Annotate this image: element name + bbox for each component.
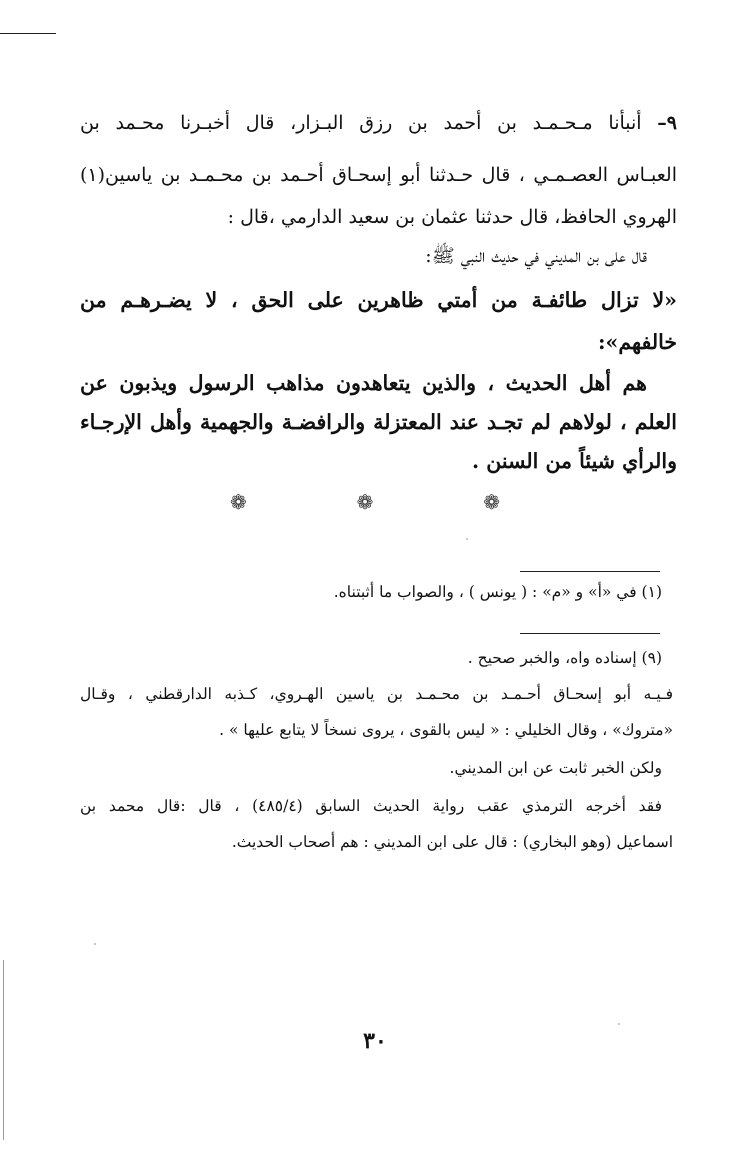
ornament-glyph: ❁: [230, 490, 247, 514]
hadith-line-1: ٩– أنبأنا مـحـمـد بن أحمد بن رزق البـزار، قال أخبـرنا محـمد بن: [80, 112, 677, 134]
hadith-line-4: قال على بن المديني في حديث النبي ﷺ:: [425, 245, 647, 267]
footnote-9-line-3: «متروك» ، وقال الخليلي : « ليس بالقوى ، يروى نسخاً لا يتابع عليها » .: [219, 721, 673, 739]
explanation-line-3: والرأي شيئاً من السنن .: [472, 449, 677, 473]
scan-speck: [618, 1023, 620, 1025]
footnote-9-line-6: اسماعيل (وهو البخاري) : قال على ابن المديني : هم أصحاب الحديث.: [231, 833, 673, 851]
footnote-9-line-5: فقد أخرجه الترمذي عقب رواية الحديث السابق (٤٨٥/٤) ، قال :قال محمد بن: [80, 797, 662, 815]
footnote-rule: [520, 571, 660, 572]
ornament-glyph: ❁: [483, 490, 500, 514]
explanation-line-1: هم أهل الحديث ، والذين يتعاهدون مذاهب الرسول ويذبون عن: [80, 371, 647, 395]
explanation-line-2: العلم ، لولاهم لم تجـد عند المعتزلة والرافضـة والجهمية وأهل الإرجـاء: [80, 410, 677, 434]
hadith-line-3: الهروي الحافظ، قال حدثنا عثمان بن سعيد الدارمي ،قال :: [227, 206, 677, 228]
footnote-1: (١) في «أ» و «م» : ( يونس ) ، والصواب ما أثبتناه.: [333, 583, 662, 601]
scan-speck: [466, 538, 468, 540]
quote-line-2: خالفهم»:: [597, 330, 677, 354]
footnote-9-line-2: فـيـه أبو إسحـاق أحـمـد بن محـمـد بن ياسين الهـروي، كـذبه الدارقطني ، وقـال: [80, 685, 673, 703]
hadith-line-2: العبـاس العصـمـي ، قال حـدثنا أبو إسحـاق أحـمد بن محـمـد بن ياسين(١): [80, 164, 677, 186]
header-rule: [0, 33, 56, 34]
footnote-rule: [520, 633, 660, 634]
page-number: ٣٠: [363, 1028, 387, 1054]
footnote-9-line-4: ولكن الخبر ثابت عن ابن المديني.: [449, 759, 662, 777]
footnote-9-line-1: (٩) إسناده واه، والخبر صحيح .: [467, 649, 662, 667]
hadith-number: ٩–: [657, 112, 677, 134]
quote-line-1: «لا تزال طائفـة من أمتي ظاهرين على الحق ، لا يضـرهـم من: [80, 288, 677, 312]
section-ornament: [230, 490, 500, 514]
scan-edge: [3, 960, 4, 1140]
scan-speck: [94, 943, 96, 945]
ornament-glyph: ❁: [356, 490, 374, 514]
